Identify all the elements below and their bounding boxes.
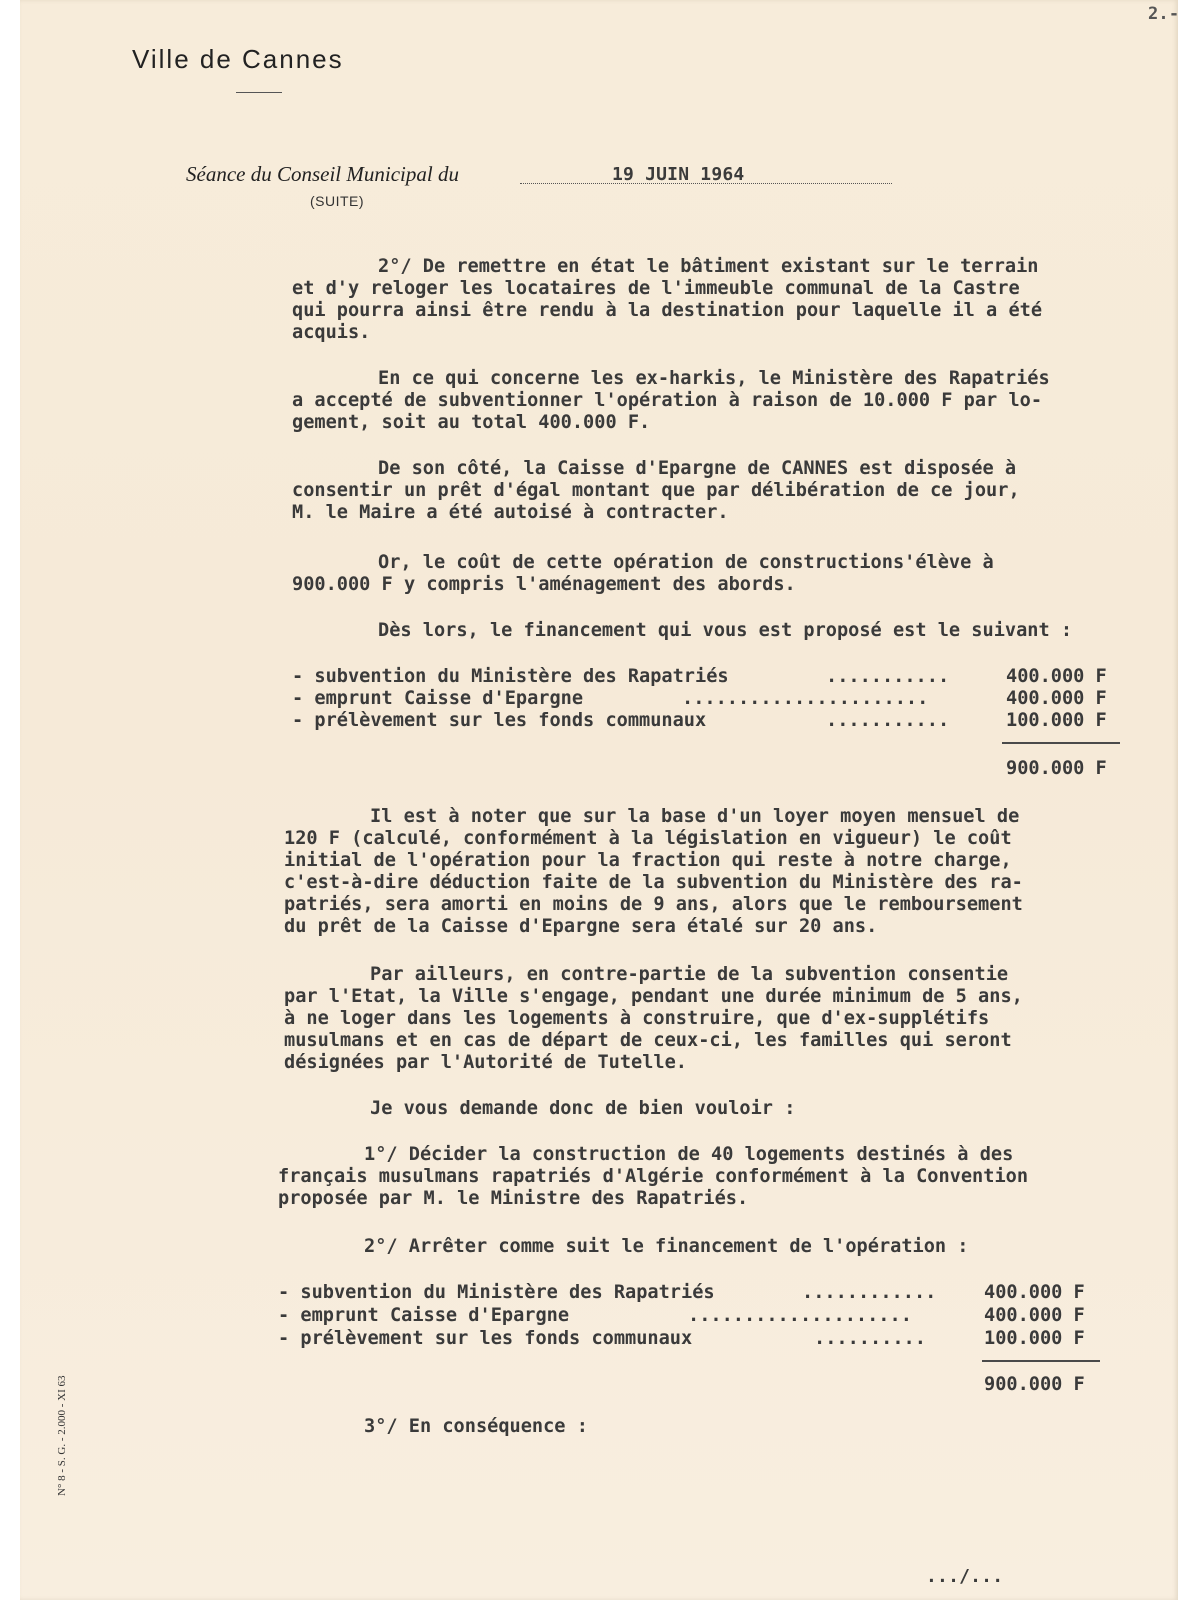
paragraph-line: par l'Etat, la Ville s'engage, pendant une durée minimum de 5 ans, xyxy=(284,986,1023,1007)
paragraph-8 xyxy=(284,1098,795,1120)
letterhead-rule xyxy=(236,92,282,93)
paragraph-1 xyxy=(292,256,1042,344)
paragraph-3 xyxy=(292,458,1020,524)
paragraph-line: Il est à noter que sur la base d'un loyer moyen mensuel de xyxy=(370,806,1020,827)
financing-row xyxy=(278,1305,1148,1327)
paragraph-line: 3°/ En conséquence : xyxy=(364,1416,588,1437)
financing-dots: ...................... xyxy=(682,688,929,709)
financing-label: - prélèvement sur les fonds communaux xyxy=(292,710,707,731)
paragraph-line: proposée par M. le Ministre des Rapatriés. xyxy=(278,1188,749,1209)
financing-amount: 400.000 F xyxy=(984,1282,1085,1303)
paragraph-5 xyxy=(292,620,1072,642)
paragraph-line: musulmans et en cas de départ de ceux-ci, les familles qui seront xyxy=(284,1030,1012,1051)
page-number: 2.- xyxy=(1148,4,1180,24)
seance-date: 19 JUIN 1964 xyxy=(612,164,745,185)
paragraph-line: Dès lors, le financement qui vous est proposé est le suivant : xyxy=(378,620,1073,641)
total-rule xyxy=(982,1360,1100,1362)
printer-side-mark: N° 8 - S. G. - 2.000 - XI 63 xyxy=(56,1375,68,1496)
paragraph-line: En ce qui concerne les ex-harkis, le Ministère des Rapatriés xyxy=(378,368,1050,389)
financing-row xyxy=(278,1282,1148,1304)
financing-amount: 100.000 F xyxy=(1006,710,1107,731)
financing-label: - emprunt Caisse d'Epargne xyxy=(292,688,584,709)
financing-label: - subvention du Ministère des Rapatriés xyxy=(278,1282,715,1303)
paragraph-6 xyxy=(284,806,1023,938)
city-letterhead: Ville de Cannes xyxy=(132,44,344,74)
paragraph-line: désignées par l'Autorité de Tutelle. xyxy=(284,1052,687,1073)
paragraph-10 xyxy=(278,1236,969,1258)
paragraph-line: c'est-à-dire déduction faite de la subvention du Ministère des ra- xyxy=(284,872,1023,893)
paragraph-line: 1°/ Décider la construction de 40 logements destinés à des xyxy=(364,1144,1014,1165)
paragraph-line: 2°/ De remettre en état le bâtiment existant sur le terrain xyxy=(378,256,1039,277)
financing-dots: .......... xyxy=(814,1328,926,1349)
paragraph-line: Or, le coût de cette opération de constructions'élève à xyxy=(378,552,994,573)
paragraph-line: 2°/ Arrêter comme suit le financement de l'opération : xyxy=(364,1236,969,1257)
financing-label: - emprunt Caisse d'Epargne xyxy=(278,1305,570,1326)
paragraph-line: 900.000 F y compris l'aménagement des abords. xyxy=(292,574,796,595)
financing-dots: ........... xyxy=(826,666,950,687)
financing-total: 900.000 F xyxy=(984,1374,1085,1395)
paragraph-line: patriés, sera amorti en moins de 9 ans, alors que le remboursement xyxy=(284,894,1023,915)
continuation-mark: .../... xyxy=(926,1566,1004,1587)
paragraph-11 xyxy=(278,1416,588,1438)
paragraph-9 xyxy=(278,1144,1028,1210)
financing-label: - prélèvement sur les fonds communaux xyxy=(278,1328,693,1349)
financing-row xyxy=(292,666,1162,688)
paragraph-line: qui pourra ainsi être rendu à la destination pour laquelle il a été xyxy=(292,300,1043,321)
paragraph-line: 120 F (calculé, conformément à la législation en vigueur) le coût xyxy=(284,828,1012,849)
document-sheet xyxy=(20,0,1178,1600)
financing-amount: 100.000 F xyxy=(984,1328,1085,1349)
financing-total: 900.000 F xyxy=(1006,758,1107,779)
paragraph-line: acquis. xyxy=(292,322,371,343)
financing-amount: 400.000 F xyxy=(1006,666,1107,687)
suite-label: (SUITE) xyxy=(310,193,365,209)
financing-total-row xyxy=(984,1374,1114,1396)
paragraph-line: M. le Maire a été autoisé à contracter. xyxy=(292,502,729,523)
paragraph-7 xyxy=(284,964,1023,1074)
financing-amount: 400.000 F xyxy=(1006,688,1107,709)
paragraph-line: gement, soit au total 400.000 F. xyxy=(292,412,651,433)
financing-label: - subvention du Ministère des Rapatriés xyxy=(292,666,729,687)
financing-total-row xyxy=(1006,758,1136,780)
paragraph-4 xyxy=(292,552,994,596)
paragraph-line: De son côté, la Caisse d'Epargne de CANNES est disposée à xyxy=(378,458,1017,479)
financing-amount: 400.000 F xyxy=(984,1305,1085,1326)
paragraph-line: du prêt de la Caisse d'Epargne sera étalé sur 20 ans. xyxy=(284,916,878,937)
financing-row xyxy=(292,710,1162,732)
total-rule xyxy=(1002,742,1120,744)
paragraph-line: français musulmans rapatriés d'Algérie conformément à la Convention xyxy=(278,1166,1029,1187)
paragraph-line: consentir un prêt d'égal montant que par délibération de ce jour, xyxy=(292,480,1020,501)
seance-label: Séance du Conseil Municipal du xyxy=(186,162,459,186)
paragraph-line: a accepté de subventionner l'opération à raison de 10.000 F par lo- xyxy=(292,390,1043,411)
financing-row xyxy=(292,688,1162,710)
financing-dots: ........... xyxy=(826,710,950,731)
financing-row xyxy=(278,1328,1148,1350)
paragraph-line: et d'y reloger les locataires de l'immeuble communal de la Castre xyxy=(292,278,1020,299)
financing-dots: ............ xyxy=(802,1282,937,1303)
paragraph-line: Par ailleurs, en contre-partie de la subvention consentie xyxy=(370,964,1009,985)
paragraph-2 xyxy=(292,368,1050,434)
paragraph-line: initial de l'opération pour la fraction qui reste à notre charge, xyxy=(284,850,1012,871)
financing-dots: .................... xyxy=(688,1305,912,1326)
paragraph-line: Je vous demande donc de bien vouloir : xyxy=(370,1098,796,1119)
paragraph-line: à ne loger dans les logements à construire, que d'ex-supplétifs xyxy=(284,1008,990,1029)
